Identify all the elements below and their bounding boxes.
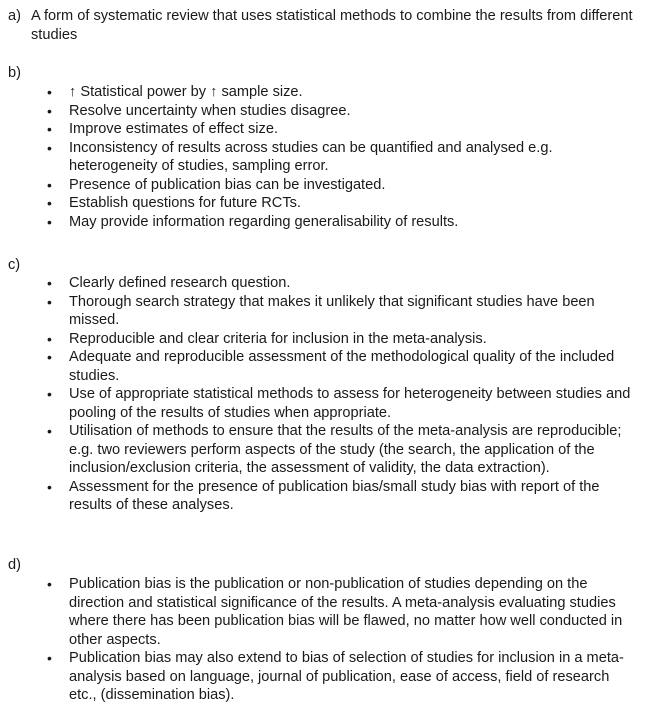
- bullet-icon: •: [47, 386, 52, 402]
- list-item: [0, 649, 645, 705]
- list-item: [0, 478, 645, 515]
- section-a-text: A form of systematic review that uses statistical methods to combine the results from different studies: [31, 8, 633, 43]
- list-item-text: Inconsistency of results across studies can be quantified and analysed e.g. heterogeneity of studies, sampling error.: [69, 139, 553, 174]
- section-a-label: a): [8, 8, 21, 24]
- list-item: [0, 330, 645, 349]
- list-item-text: Publication bias may also extend to bias of selection of studies for inclusion in a meta-analysis based on language, journal of publication, ease of access, field of research etc., (dissemination bias).: [69, 650, 624, 703]
- section-c-label: c): [8, 257, 21, 273]
- bullet-icon: •: [47, 213, 52, 230]
- bullet-icon: •: [47, 275, 52, 291]
- list-item-text: Publication bias is the publication or non-publication of studies depending on the direction and statistical significance of the results. A meta-analysis evaluating studies where there has been publication bias will be flawed, no matter how well conducted in other aspects.: [69, 576, 623, 648]
- list-item-text: Assessment for the presence of publication bias/small study bias with report of the results of these analyses.: [69, 478, 600, 513]
- bullet-icon: •: [47, 576, 52, 592]
- list-item-text: Establish questions for future RCTs.: [69, 195, 301, 211]
- list-item-text: Adequate and reproducible assessment of the methodological quality of the included studies.: [69, 349, 615, 384]
- bullet-icon: •: [47, 121, 52, 137]
- list-item-text: Utilisation of methods to ensure that the results of the meta-analysis are reproducible; e.g. two reviewers perform aspects of the study (the search, the application of the inclusion/exclusion criteria, the assessment of validity, the data extraction).: [69, 423, 622, 476]
- bullet-icon: •: [47, 293, 52, 310]
- bullet-icon: •: [47, 330, 52, 347]
- bullet-icon: •: [47, 349, 52, 365]
- list-item: [0, 213, 645, 232]
- bullet-icon: •: [47, 195, 52, 211]
- list-item: [0, 194, 645, 213]
- section-d-label: d): [8, 557, 21, 573]
- list-item-text: Resolve uncertainty when studies disagree.: [69, 102, 351, 119]
- bullet-icon: •: [47, 176, 52, 193]
- bullet-icon: •: [47, 650, 52, 666]
- list-item: [0, 348, 645, 385]
- list-item: [0, 83, 645, 102]
- section-b-label: b): [8, 65, 21, 81]
- list-item-text: Clearly defined research question.: [69, 275, 291, 291]
- list-item-text: Presence of publication bias can be investigated.: [69, 176, 386, 193]
- bullet-icon: •: [47, 84, 52, 100]
- section-d-list: [0, 575, 645, 705]
- list-item: [0, 176, 645, 195]
- section-b-list: [0, 83, 645, 231]
- bullet-icon: •: [47, 478, 52, 495]
- list-item: [0, 422, 645, 478]
- list-item: [0, 120, 645, 139]
- list-item-text: Improve estimates of effect size.: [69, 121, 278, 137]
- list-item: [0, 274, 645, 293]
- list-item-text: ↑ Statistical power by ↑ sample size.: [69, 84, 303, 100]
- list-item: [0, 139, 645, 176]
- list-item: [0, 385, 645, 422]
- bullet-icon: •: [47, 139, 52, 156]
- list-item: [0, 102, 645, 121]
- list-item-text: Reproducible and clear criteria for inclusion in the meta-analysis.: [69, 330, 487, 347]
- bullet-icon: •: [47, 102, 52, 119]
- bullet-icon: •: [47, 423, 52, 439]
- list-item-text: Thorough search strategy that makes it unlikely that significant studies have been missed.: [69, 293, 595, 328]
- section-c-list: [0, 274, 645, 515]
- list-item: [0, 575, 645, 649]
- list-item-text: Use of appropriate statistical methods to assess for heterogeneity between studies and pooling of the results of studies when appropriate.: [69, 386, 631, 421]
- list-item-text: May provide information regarding generalisability of results.: [69, 213, 459, 230]
- list-item: [0, 293, 645, 330]
